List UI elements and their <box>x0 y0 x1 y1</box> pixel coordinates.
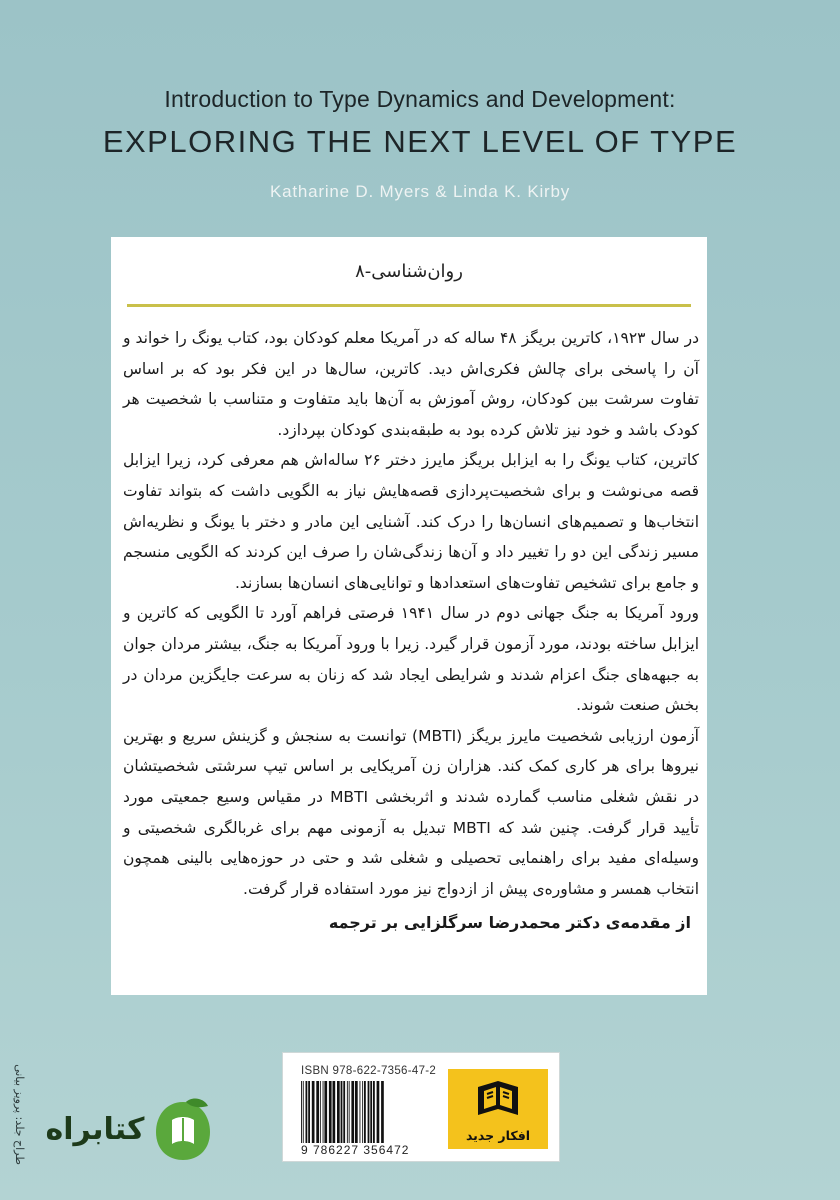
english-title-line-1: Introduction to Type Dynamics and Development: <box>164 86 676 112</box>
divider-rule <box>127 304 691 307</box>
barcode-bar <box>337 1081 340 1143</box>
barcode-bar <box>373 1081 375 1143</box>
barcode-bar <box>306 1081 308 1143</box>
barcode-bars <box>301 1081 441 1143</box>
barcode-bar <box>312 1081 315 1143</box>
blurb-body <box>123 323 699 904</box>
barcode-bar <box>308 1081 310 1143</box>
barcode-bar <box>370 1081 372 1143</box>
barcode-number: 9 786227 356472 <box>301 1143 410 1157</box>
blurb-source: از مقدمه‌ی دکتر محمدرضا سرگلزایی بر ترجمه <box>328 913 691 932</box>
series-label: روان‌شناسی-۸ <box>355 261 463 282</box>
barcode-box <box>282 1052 560 1162</box>
barcode-bar <box>377 1081 380 1143</box>
barcode-bar <box>364 1081 366 1143</box>
english-title-line-2: EXPLORING THE NEXT LEVEL OF TYPE <box>102 124 738 159</box>
barcode-bar <box>303 1081 304 1143</box>
barcode-bar <box>347 1081 348 1143</box>
ketabrah-wordmark: کتابراه <box>45 1112 145 1147</box>
blurb-paragraph: ورود آمریکا به جنگ جهانی دوم در سال ۱۹۴۱ فرصتی فراهم آورد تا الگویی که کاترین و ایزابل ساخته بودند، مورد آزمون قرار گیرد. زیرا با ورود آمریکا به جنگ، بیشتر مردان جوان به جبهه‌های جنگ اعزام شدند و شرایطی ایجاد شد که زنان به سرعت جایگزین مردان در بخش صنعت شوند. <box>123 604 699 715</box>
barcode-bar <box>329 1081 332 1143</box>
barcode-bar <box>316 1081 319 1143</box>
publisher-logo <box>448 1069 548 1149</box>
english-authors: Katharine D. Myers & Linda K. Kirby <box>269 182 571 201</box>
blurb-paragraph: آزمون ارزیابی شخصیت مایرز بریگز (MBTI) توانست به سنجش و گزینش سریع و بهترین نیروها برای هر کاری کمک کند. هزاران زن آمریکایی بر اساس تیپ سرشتی شخصیتشان در نقش شغلی مناسب گمارده شدند و اثربخشی MBTI در مقیاس وسیع جمعیتی مورد تأیید قرار گرفت. چنین شد که MBTI تبدیل به آزمونی مهم برای غربالگری شخصیتی و وسیله‌ای مفید برای راهنمایی تحصیلی و شغلی شد و حتی در حوزه‌هایی بالینی همچون انتخاب همسر و مشاوره‌ی پیش از ازدواج نیز مورد استفاده قرار گرفت. <box>123 726 700 898</box>
barcode-bar <box>381 1081 384 1143</box>
barcode-bar <box>324 1081 327 1143</box>
barcode-bar <box>333 1081 336 1143</box>
barcode-bar <box>320 1081 321 1143</box>
publisher-book-icon <box>476 1077 520 1121</box>
barcode-bar <box>301 1081 302 1143</box>
barcode-bar <box>323 1081 324 1143</box>
cover-designer-credit: طراح جلد: پرویز بیانی <box>13 1064 26 1165</box>
publisher-name: افکار جدید <box>465 1128 531 1143</box>
ketabrah-logo-icon <box>152 1098 214 1162</box>
isbn-label: ISBN 978-622-7356-47-2 <box>301 1065 437 1077</box>
blurb-panel <box>111 237 707 995</box>
barcode-bar <box>351 1081 354 1143</box>
barcode-bar <box>360 1081 361 1143</box>
barcode-bar <box>349 1081 350 1143</box>
barcode-bar <box>343 1081 345 1143</box>
barcode-bar <box>362 1081 363 1143</box>
blurb-paragraph: کاترین، کتاب یونگ را به ایزابل بریگز مایرز دختر ۲۶ ساله‌اش هم معرفی کرد، زیرا ایزابل قصه می‌نوشت و برای شخصیت‌پردازی قصه‌هایش نیاز به الگویی داشت که بتواند تفاوت انتخاب‌ها و تصمیم‌های انسان‌ها را درک کند. آشنایی این مادر و دختر با یونگ و نظریه‌اش مسیر زندگی این دو را تغییر داد و آن‌ها زندگی‌شان را صرف این کردند که الگویی منسجم و جامع برای تشخیص تفاوت‌های استعدادها و توانایی‌های انسان‌ها بسازند. <box>123 451 699 592</box>
barcode-bar <box>341 1081 343 1143</box>
barcode-bar <box>355 1081 358 1143</box>
barcode-bar <box>368 1081 370 1143</box>
blurb-paragraph: در سال ۱۹۲۳، کاترین بریگز ۴۸ ساله که در آمریکا معلم کودکان بود، کتاب یونگ را خواند و آن را پاسخی برای چالش فکری‌اش دید. کاترین، سال‌ها در این فکر بود که بر اساس تفاوت سرشت بین کودکان، روش آموزش به آن‌ها باید متفاوت و متناسب با شخصیت هر کودک باشد و خود نیز تلاش کرده بود به طبقه‌بندی کودکان بپردازد. <box>123 329 699 439</box>
